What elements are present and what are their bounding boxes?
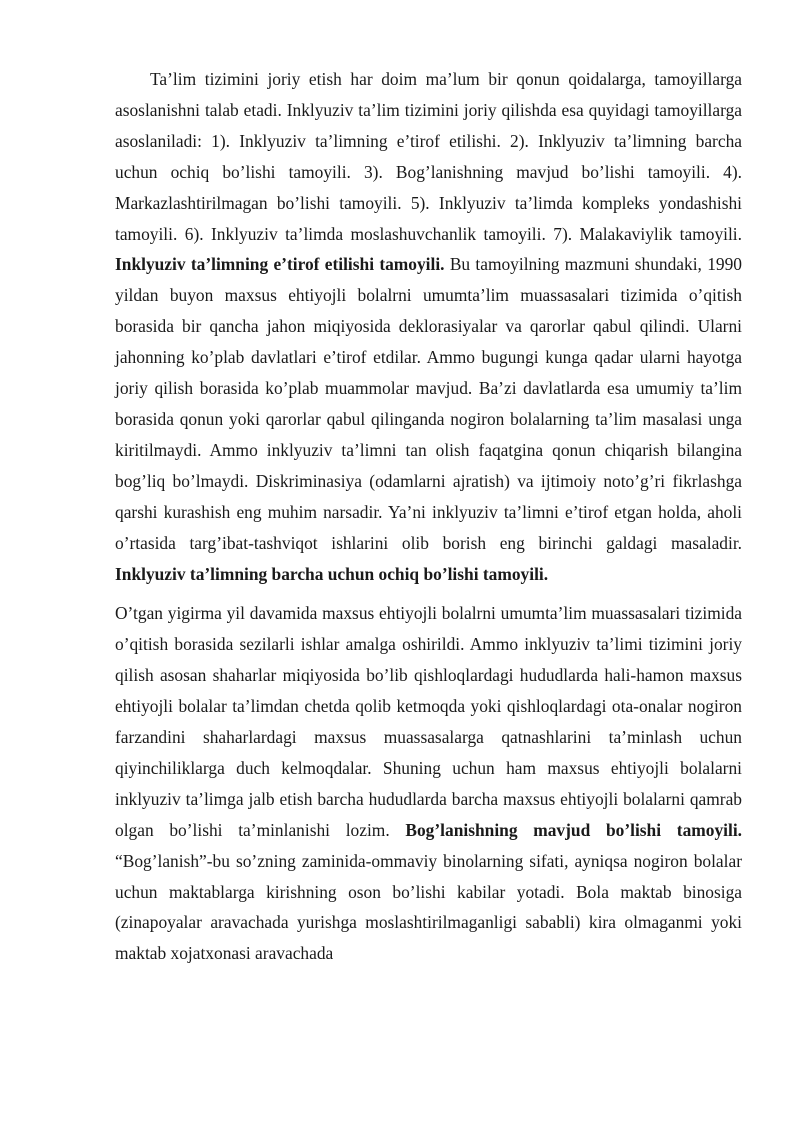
paragraph-principles-intro: [115, 64, 742, 589]
paragraph-text: Bu tamoyilning mazmuni shundaki, 1990 yildan buyon maxsus ehtiyojli bolalrni umumta’lim muassasalari tizimida o’qitish borasida bir qancha jahon miqiyosida deklorasiyalar va qarorlar qabul qilindi. Ularni jahonning ko’plab davlatlari e’tirof etdilar. Ammo bugungi kunga qadar ularni hayotga joriy qilish borasida ko’plab muammolar mavjud. Ba’zi davlatlarda esa umumiy ta’lim borasida qonun yoki qarorlar qabul qilinganda nogiron bolalarning ta’lim masalasi unga kiritilmaydi. Ammo inklyuziv ta’limni tan olish faqatgina qonun chiqarish bilangina bog’liq bo’lmaydi. Diskriminasiya (odamlarni ajratish) va ijtimoiy noto’g’ri fikrlashga qarshi kurashish eng muhim narsadir. Ya’ni inklyuziv ta’limni e’tirof etgan holda, aholi o’rtasida targ’ibat-tashviqot ishlarini olib borish eng birinchi galdagi masaladir.: [115, 254, 742, 553]
heading-recognition-principle: Inklyuziv ta’limning e’tirof etilishi tamoyili.: [115, 254, 445, 275]
heading-open-to-all-principle: Inklyuziv ta’limning barcha uchun ochiq bo’lishi tamoyili.: [115, 563, 549, 584]
paragraph-text: O’tgan yigirma yil davamida maxsus ehtiyojli bolalrni umumta’lim muassasalari tizimida o’qitish borasida sezilarli ishlar amalga oshirildi. Ammo inklyuziv ta’limi tizimini joriy qilish asosan shaharlar miqiyosida bo’lib qishloqlardagi hududlarda hali-hamon maxsus ehtiyojli bolalar ta’limdan chetda qolib ketmoqda yoki qishloqlardagi ota-onalar nogiron farzandini shaharlardagi maxsus muassasalarga qatnashlarini ta’minlash uchun qiyinchiliklarga duch kelmoqdalar. Shuning uchun ham maxsus ehtiyojli bolalarni inklyuziv ta’limga jalb etish barcha hududlarda barcha maxsus ehtiyojli bolalarni qamrab olgan bo’lishi ta’minlanishi lozim.: [115, 603, 742, 840]
paragraph-text: Ta’lim tizimini joriy etish har doim ma’lum bir qonun qoidalarga, tamoyillarga asoslanishni talab etadi. Inklyuziv ta’lim tizimini joriy qilishda esa quyidagi tamoyillarga asoslaniladi: 1). Inklyuziv ta’limning e’tirof etilishi. 2). Inklyuziv ta’limning barcha uchun ochiq bo’lishi tamoyili. 3). Bog’lanishning mavjud bo’lishi tamoyili. 4). Markazlashtirilmagan bo’lishi tamoyili. 5). Inklyuziv ta’limda kompleks yondashishi tamoyili. 6). Inklyuziv ta’limda moslashuvchanlik tamoyili. 7). Malakaviylik tamoyili.: [115, 69, 742, 244]
heading-connection-principle: Bog’lanishning mavjud bo’lishi tamoyili.: [405, 819, 742, 840]
paragraph-open-to-all: [115, 598, 742, 969]
paragraph-text: “Bog’lanish”-bu so’zning zaminida-ommaviy binolarning sifati, ayniqsa nogiron bolalar uchun maktablarga kirishning oson bo’lishi kabilar yotadi. Bola maktab binosiga (zinapoyalar aravachada yurishga moslashtirilmaganligi sababli) kira olmaganmi yoki maktab xojatxonasi aravachada: [115, 850, 742, 964]
